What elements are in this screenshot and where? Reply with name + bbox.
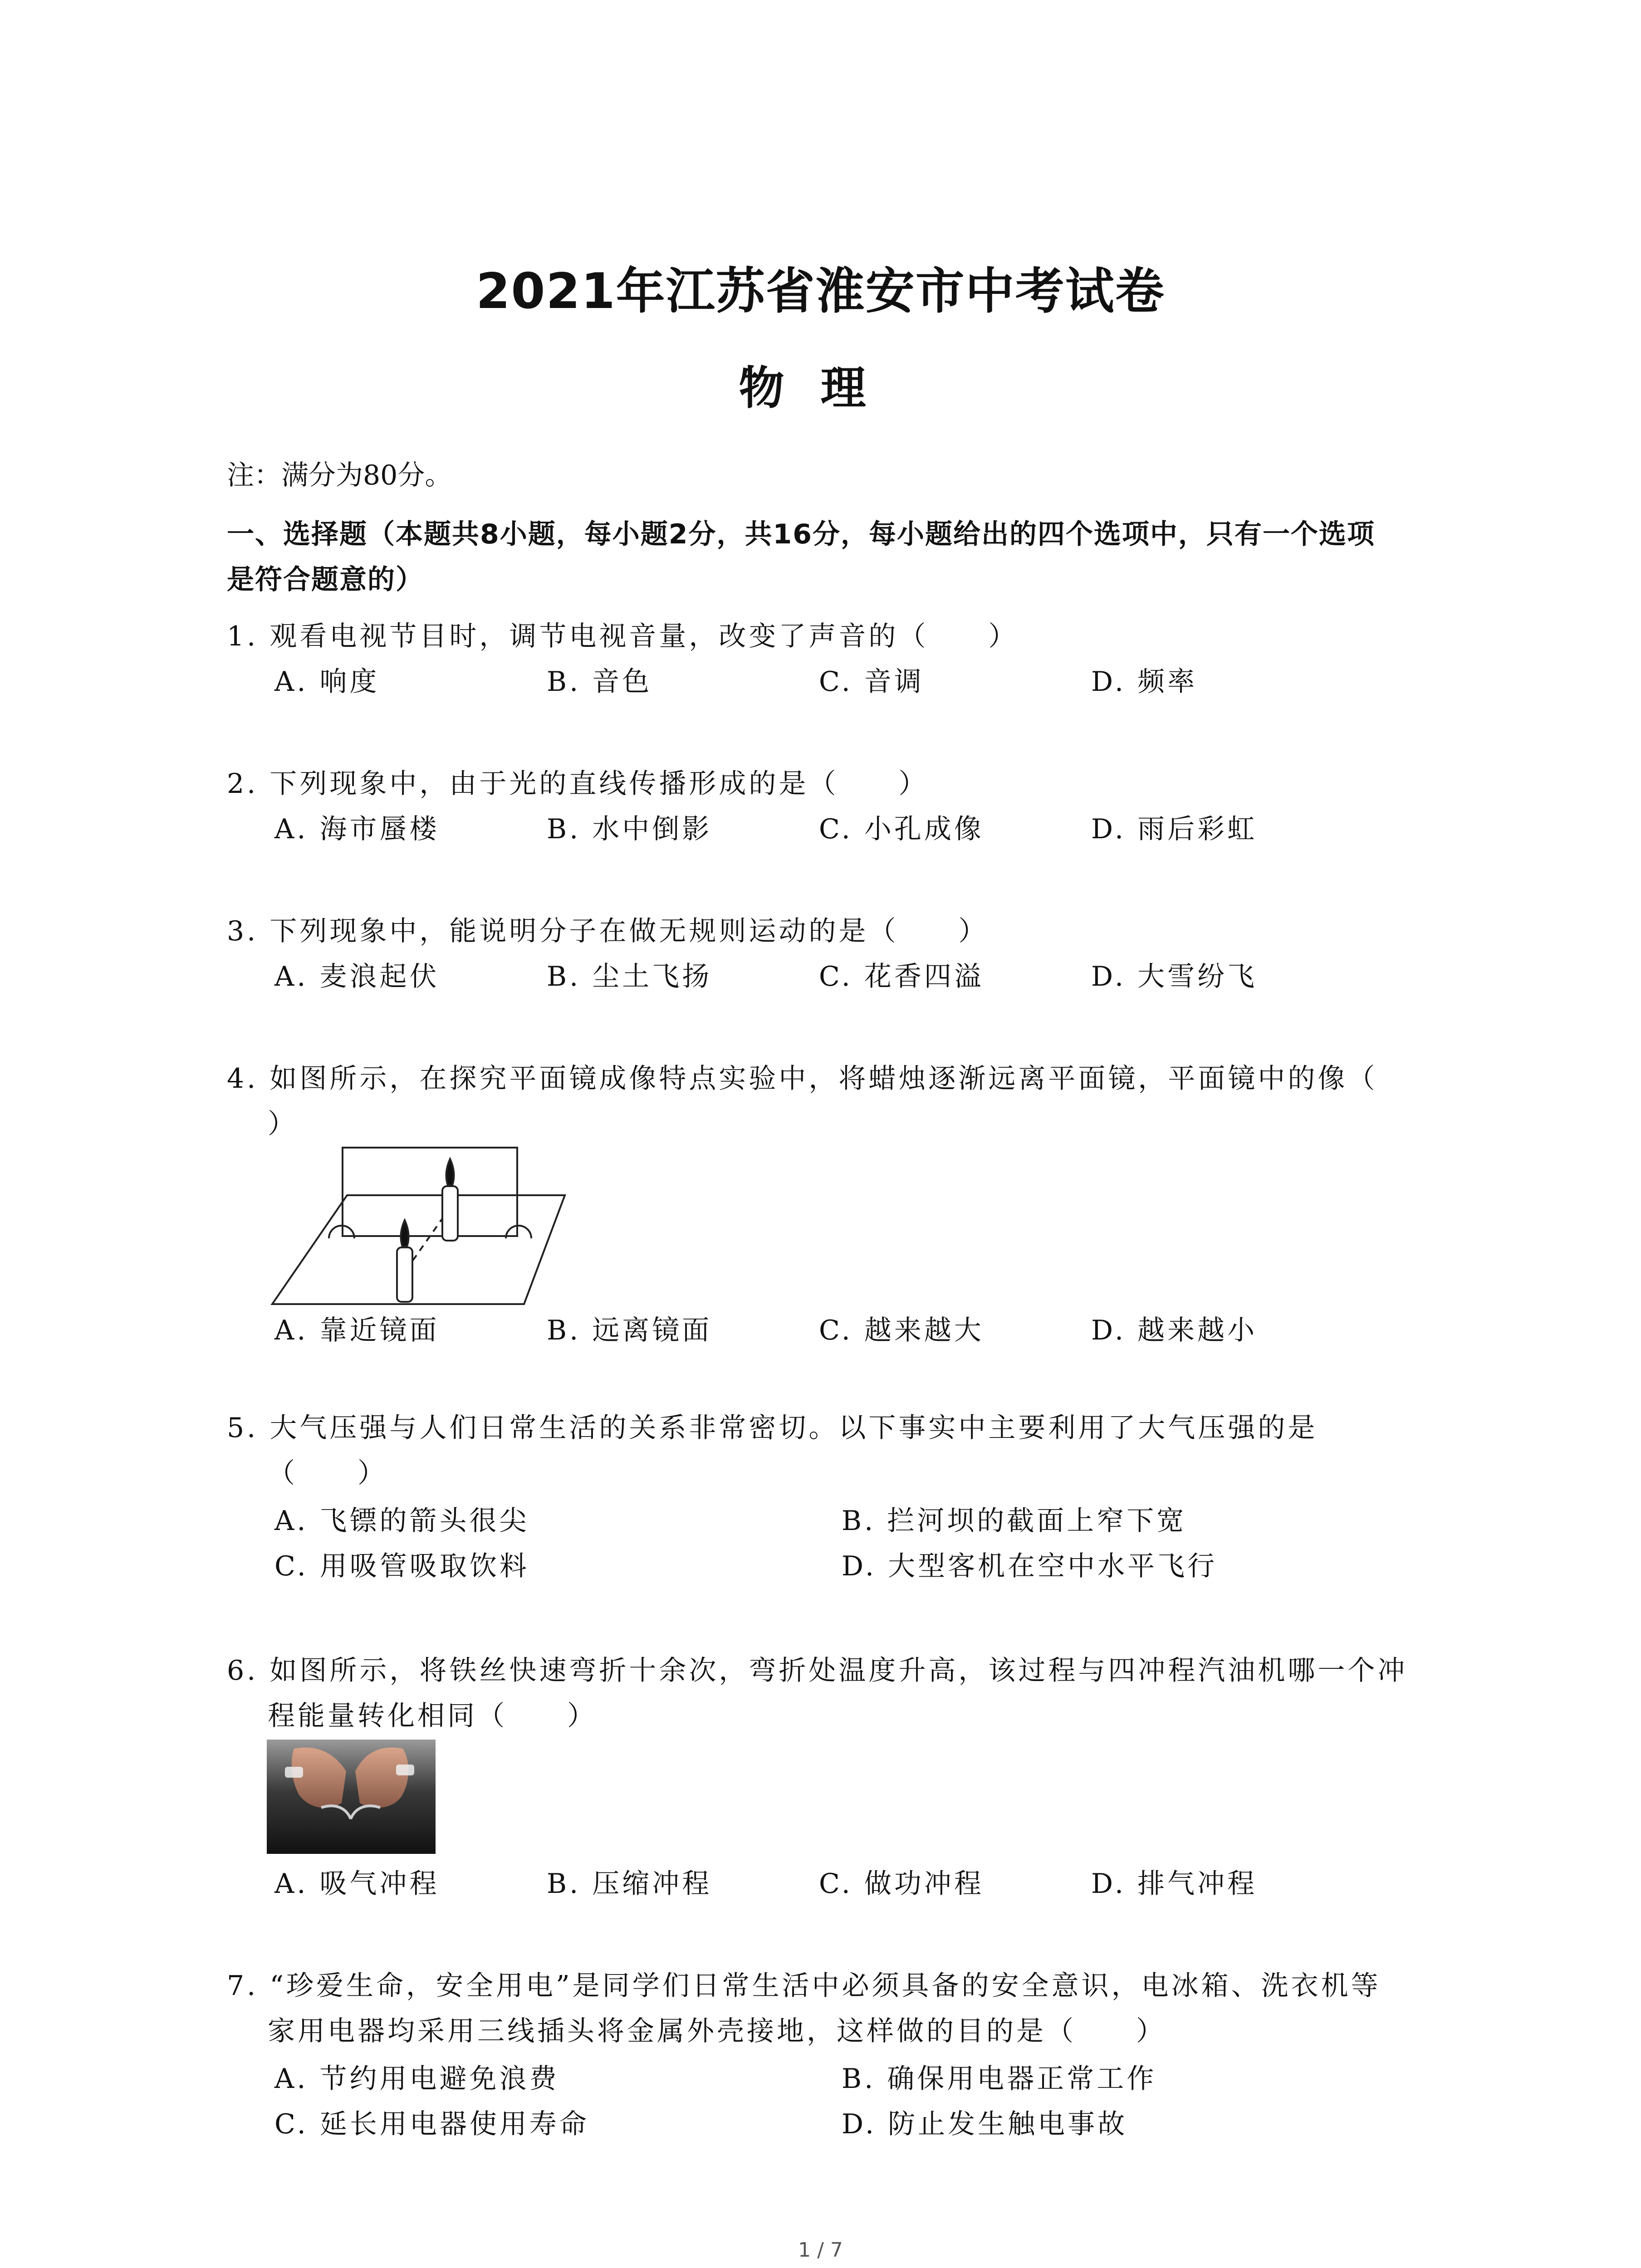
q1-option-b: B. 音色 <box>547 666 652 698</box>
mirror-glass <box>343 1148 517 1236</box>
question-6-stem: 6. 如图所示，将铁丝快速弯折十余次，弯折处温度升高，该过程与四冲程汽油机哪一个冲 <box>227 1655 1408 1686</box>
table-plane <box>272 1195 565 1304</box>
q5-option-b: B. 拦河坝的截面上窄下宽 <box>842 1505 1187 1537</box>
section-heading-cont: 是符合题意的） <box>227 564 424 596</box>
q4-option-a: A. 靠近镜面 <box>274 1315 440 1346</box>
candle-object <box>397 1220 412 1302</box>
bent-wire-photo <box>267 1740 436 1854</box>
subject-title: 物理 <box>739 362 902 415</box>
q3-option-b: B. 尘土飞扬 <box>547 961 712 992</box>
q6-option-c: C. 做功冲程 <box>819 1868 984 1900</box>
q6-option-d: D. 排气冲程 <box>1091 1868 1258 1900</box>
q7-option-c: C. 延长用电器使用寿命 <box>274 2108 589 2140</box>
q6-option-b: B. 压缩冲程 <box>547 1868 712 1900</box>
q2-option-d: D. 雨后彩虹 <box>1091 813 1258 845</box>
question-5-stem-cont: （ ） <box>268 1457 387 1489</box>
q7-option-a: A. 节约用电避免浪费 <box>274 2063 559 2095</box>
q3-option-d: D. 大雪纷飞 <box>1091 961 1258 992</box>
question-7-stem: 7. “珍爱生命，安全用电”是同学们日常生活中必须具备的安全意识，电冰箱、洗衣机等 <box>227 1970 1381 2002</box>
question-2-stem: 2. 下列现象中，由于光的直线传播形成的是（ ） <box>227 768 929 800</box>
exam-title: 2021年江苏省淮安市中考试卷 <box>476 263 1165 320</box>
question-1-stem: 1. 观看电视节目时，调节电视音量，改变了声音的（ ） <box>227 621 1019 652</box>
q6-option-a: A. 吸气冲程 <box>274 1868 440 1900</box>
q5-option-d: D. 大型客机在空中水平飞行 <box>842 1550 1218 1582</box>
question-3-stem: 3. 下列现象中，能说明分子在做无规则运动的是（ ） <box>227 915 989 947</box>
q2-option-b: B. 水中倒影 <box>547 813 712 845</box>
q3-option-a: A. 麦浪起伏 <box>274 961 440 992</box>
question-7-stem-cont: 家用电器均采用三线插头将金属外壳接地，这样做的目的是（ ） <box>268 2015 1166 2047</box>
q5-option-c: C. 用吸管吸取饮料 <box>274 1550 529 1582</box>
q5-option-a: A. 飞镖的箭头很尖 <box>274 1505 529 1537</box>
q4-option-c: C. 越来越大 <box>819 1315 984 1346</box>
question-4-stem-cont: ） <box>268 1108 298 1140</box>
q4-option-b: B. 远离镜面 <box>547 1315 712 1346</box>
q1-option-d: D. 频率 <box>1091 666 1198 698</box>
q3-option-c: C. 花香四溢 <box>819 961 984 992</box>
q1-option-c: C. 音调 <box>819 666 924 698</box>
q4-option-d: D. 越来越小 <box>1091 1315 1258 1346</box>
q2-option-a: A. 海市蜃楼 <box>274 813 440 845</box>
candle-image <box>442 1159 458 1241</box>
q7-option-d: D. 防止发生触电事故 <box>842 2108 1128 2140</box>
q7-option-b: B. 确保用电器正常工作 <box>842 2063 1157 2095</box>
plane-mirror-figure <box>270 1145 578 1309</box>
page-number: 1 / 7 <box>798 2239 843 2262</box>
score-note: 注：满分为80分。 <box>227 459 452 491</box>
question-4-stem: 4. 如图所示，在探究平面镜成像特点实验中，将蜡烛逐渐远离平面镜，平面镜中的像（ <box>227 1063 1378 1095</box>
question-5-stem: 5. 大气压强与人们日常生活的关系非常密切。以下事实中主要利用了大气压强的是 <box>227 1412 1318 1444</box>
question-6-stem-cont: 程能量转化相同（ ） <box>268 1700 597 1732</box>
q1-option-a: A. 响度 <box>274 666 380 698</box>
section-heading: 一、选择题（本题共8小题，每小题2分，共16分，每小题给出的四个选项中，只有一个选项 <box>227 518 1375 550</box>
q2-option-c: C. 小孔成像 <box>819 813 984 845</box>
